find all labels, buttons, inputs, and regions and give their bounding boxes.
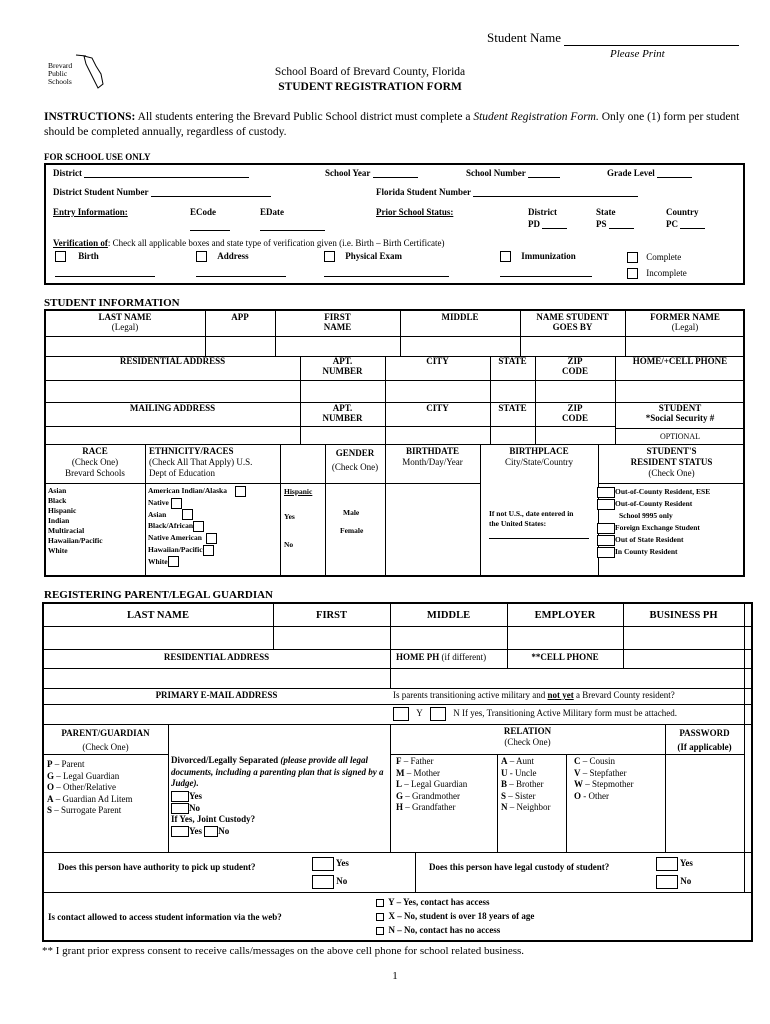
g-div-7 bbox=[390, 724, 391, 852]
birthplace-header: BIRTHPLACE City/State/Country bbox=[504, 446, 573, 467]
city-header: CITY bbox=[426, 356, 449, 366]
pc-field[interactable]: PC bbox=[666, 219, 705, 229]
pg-legal-guardian[interactable]: G – Legal Guardian bbox=[47, 770, 120, 781]
line-3 bbox=[45, 380, 744, 381]
race-white[interactable]: White bbox=[48, 546, 68, 555]
gender-female[interactable]: Female bbox=[340, 526, 364, 535]
incomplete-option[interactable]: Incomplete bbox=[627, 268, 687, 279]
pg-surrogate[interactable]: S – Surrogate Parent bbox=[47, 805, 122, 815]
eth-asian-checkbox[interactable] bbox=[182, 509, 193, 520]
eth-black-checkbox[interactable] bbox=[193, 521, 204, 532]
divorced-options: Yes No If Yes, Joint Custody? Yes No bbox=[171, 791, 256, 836]
verify-address[interactable]: Address bbox=[196, 251, 249, 262]
state-header-2: STATE bbox=[498, 403, 527, 413]
student-name-field[interactable] bbox=[564, 34, 739, 46]
div-12 bbox=[280, 444, 281, 576]
joint-no-checkbox[interactable] bbox=[204, 826, 218, 837]
residency-header: STUDENT'S RESIDENT STATUS (Check One) bbox=[630, 446, 713, 478]
rel-father[interactable]: F – Father bbox=[396, 756, 434, 766]
status-in-county-checkbox[interactable] bbox=[597, 547, 615, 558]
board-name: School Board of Brevard County, Florida bbox=[274, 66, 466, 78]
g-line-8 bbox=[43, 852, 751, 853]
g-line-2 bbox=[43, 649, 751, 650]
custody-question: Does this person have legal custody of student? bbox=[429, 862, 610, 872]
eth-hawaiian-checkbox[interactable] bbox=[203, 545, 214, 556]
ethnicity-header: ETHNICITY/RACES (Check All That Apply) U.S. Dept of Education bbox=[149, 446, 253, 478]
race-multiracial[interactable]: Multiracial bbox=[48, 526, 85, 535]
hispanic-label: Hispanic bbox=[284, 487, 313, 496]
g-div-9 bbox=[497, 754, 498, 852]
g-line-7b bbox=[390, 754, 744, 755]
pickup-question: Does this person have authority to pick up student? bbox=[58, 862, 256, 872]
joint-yes-checkbox[interactable] bbox=[171, 826, 189, 837]
g-military-answer: Y N If yes, Transitioning Active Military form must be attached. bbox=[393, 707, 677, 721]
ssn-header: STUDENT *Social Security # bbox=[645, 403, 715, 423]
not-us-label: If not U.S., date entered in the United States: bbox=[489, 509, 574, 528]
verify-birth[interactable]: Birth bbox=[55, 251, 99, 262]
web-x-option[interactable]: X – No, student is over 18 years of age bbox=[376, 909, 534, 923]
g-middle-header: MIDDLE bbox=[426, 610, 471, 621]
pg-ad-litem[interactable]: A – Guardian Ad Litem bbox=[47, 793, 133, 804]
rel-stepfather[interactable]: V – Stepfather bbox=[574, 767, 627, 778]
prior-school-status: Prior School Status: bbox=[376, 207, 454, 217]
race-hispanic[interactable]: Hispanic bbox=[48, 506, 77, 515]
district-student-number[interactable]: District Student Number bbox=[53, 187, 271, 197]
verify-immunization[interactable]: Immunization bbox=[500, 251, 576, 262]
rel-cousin[interactable]: C – Cousin bbox=[574, 756, 616, 766]
g-home-ph-header: HOME PH (if different) bbox=[396, 652, 487, 662]
line-5 bbox=[45, 426, 615, 427]
web-access-question: Is contact allowed to access student information via the web? bbox=[48, 912, 282, 922]
rel-grandmother[interactable]: G – Grandmother bbox=[396, 790, 460, 801]
resident-status-list: Out-of-County Resident, ESE Out-of-County Resident School 9995 only Foreign Exchange Student Out of State Resident In County Resident bbox=[597, 486, 710, 558]
g-div-8 bbox=[665, 724, 666, 852]
complete-checkbox[interactable] bbox=[627, 252, 638, 263]
address-line bbox=[196, 276, 286, 277]
instructions: INSTRUCTIONS: All students entering the Brevard Public School district must complete a Student Registration Form. Only one (1) form per student should be completed annually, regardless of custody. bbox=[44, 111, 740, 138]
rel-brother[interactable]: B – Brother bbox=[501, 779, 544, 789]
g-employer-header: EMPLOYER bbox=[534, 610, 596, 621]
divorced-section: Divorced/Legally Separated (please provide all legal documents, including a parenting plan that is signed by a Judge). bbox=[171, 755, 384, 788]
race-header: RACE (Check One) Brevard Schools bbox=[65, 446, 125, 478]
brevard-logo bbox=[46, 52, 106, 92]
status-foreign-checkbox[interactable] bbox=[597, 523, 615, 534]
g-military-question: Is parents transitioning active military and not yet a Brevard County resident? bbox=[393, 690, 675, 700]
race-asian[interactable]: Asian bbox=[48, 486, 67, 495]
rel-uncle[interactable]: U - Uncle bbox=[501, 767, 537, 778]
logo-text: Brevard Public Schools bbox=[48, 61, 73, 86]
gender-header: GENDER (Check One) bbox=[331, 448, 379, 472]
line-5b bbox=[615, 428, 744, 429]
last-name-header: LAST NAME (Legal) bbox=[98, 312, 152, 332]
ps-field[interactable]: PS bbox=[596, 219, 634, 229]
rel-stepmother[interactable]: W – Stepmother bbox=[574, 779, 634, 789]
status-ooc-ese-checkbox[interactable] bbox=[597, 487, 615, 498]
district-pd-label: District bbox=[528, 207, 557, 217]
race-hawaiian[interactable]: Hawaiian/Pacific bbox=[48, 536, 103, 545]
race-black[interactable]: Black bbox=[48, 496, 67, 505]
eth-native-checkbox[interactable] bbox=[171, 498, 182, 509]
g-residential-header: RESIDENTIAL ADDRESS bbox=[163, 652, 270, 662]
former-name-header: FORMER NAME (Legal) bbox=[650, 312, 720, 332]
div-8 bbox=[490, 356, 491, 444]
ecode-line[interactable] bbox=[190, 230, 230, 231]
apt-header: APT. NUMBER bbox=[322, 356, 363, 376]
physical-exam-checkbox[interactable] bbox=[324, 251, 335, 262]
military-no-checkbox[interactable] bbox=[430, 707, 446, 721]
immunization-checkbox[interactable] bbox=[500, 251, 511, 262]
optional-label: OPTIONAL bbox=[660, 432, 700, 441]
incomplete-checkbox[interactable] bbox=[627, 268, 638, 279]
line-1 bbox=[45, 336, 744, 337]
eth-american-indian-checkbox[interactable] bbox=[235, 486, 246, 497]
pg-header: PARENT/GUARDIAN (Check One) bbox=[61, 728, 150, 752]
rel-grandfather[interactable]: H – Grandfather bbox=[396, 802, 456, 812]
guardian-right-edge bbox=[751, 602, 753, 942]
edate: EDate bbox=[260, 207, 284, 217]
race-indian[interactable]: Indian bbox=[48, 516, 70, 525]
status-ooc-checkbox[interactable] bbox=[597, 499, 615, 510]
florida-student-number[interactable]: Florida Student Number bbox=[376, 187, 638, 197]
web-yes-option[interactable]: Y – Yes, contact has access bbox=[376, 895, 534, 909]
birth-checkbox[interactable] bbox=[55, 251, 66, 262]
relation-col-1 bbox=[396, 756, 467, 814]
divorced-no-checkbox[interactable] bbox=[171, 803, 189, 814]
eth-native-american-checkbox[interactable] bbox=[206, 533, 217, 544]
password-header: PASSWORD (If applicable) bbox=[677, 728, 732, 752]
page-number: 1 bbox=[392, 970, 398, 982]
div-11 bbox=[145, 444, 146, 576]
g-cell-phone-header: **CELL PHONE bbox=[531, 652, 599, 662]
rel-legal-guardian[interactable]: L – Legal Guardian bbox=[396, 779, 468, 789]
g-business-ph-header: BUSINESS PH bbox=[649, 610, 718, 621]
birth-line bbox=[55, 276, 155, 277]
pickup-options: Yes No bbox=[312, 854, 349, 890]
military-yes-checkbox[interactable] bbox=[393, 707, 409, 721]
physical-exam-line bbox=[324, 276, 449, 277]
g-div-6 bbox=[623, 649, 624, 669]
first-name-header: FIRST NAME bbox=[323, 312, 352, 332]
gender-male[interactable]: Male bbox=[343, 508, 360, 517]
entry-information: Entry Information: bbox=[53, 207, 128, 217]
app-header: APP bbox=[231, 312, 249, 322]
apt-header-2: APT. NUMBER bbox=[322, 403, 363, 423]
g-div-10 bbox=[566, 754, 567, 852]
divorced-yes-checkbox[interactable] bbox=[171, 791, 189, 802]
date-entered-line[interactable] bbox=[489, 538, 589, 539]
rel-neighbor[interactable]: N – Neighbor bbox=[501, 802, 551, 812]
student-name-label: Student Name bbox=[487, 30, 739, 46]
immunization-line bbox=[500, 276, 592, 277]
div-7 bbox=[385, 356, 386, 444]
g-email-header: PRIMARY E-MAIL ADDRESS bbox=[155, 690, 278, 700]
relation-header: RELATION (Check One) bbox=[503, 726, 552, 747]
relation-col-3 bbox=[574, 756, 634, 802]
school-use-box bbox=[44, 163, 745, 285]
state-header: STATE bbox=[498, 356, 527, 366]
zip-header-2: ZIP CODE bbox=[561, 403, 588, 423]
rel-aunt[interactable]: A – Aunt bbox=[501, 756, 535, 766]
pg-options bbox=[47, 759, 132, 817]
web-access-options bbox=[376, 895, 534, 937]
g-line-3 bbox=[43, 668, 751, 669]
relation-col-2 bbox=[501, 756, 551, 814]
g-line-9 bbox=[43, 892, 751, 893]
g-line-6 bbox=[43, 724, 751, 725]
student-info-title: STUDENT INFORMATION bbox=[44, 297, 180, 309]
country-pc-label: Country bbox=[666, 207, 699, 217]
g-line-1 bbox=[43, 626, 751, 627]
complete-option[interactable]: Complete bbox=[627, 252, 681, 263]
line-7b bbox=[598, 483, 744, 484]
custody-no-checkbox[interactable] bbox=[656, 875, 678, 889]
ecode: ECode bbox=[190, 207, 217, 217]
g-first-header: FIRST bbox=[316, 610, 347, 621]
pg-parent[interactable]: P – Parent bbox=[47, 759, 85, 769]
verify-physical-exam[interactable]: Physical Exam bbox=[324, 251, 402, 262]
edate-line[interactable] bbox=[260, 230, 325, 231]
web-no-option[interactable]: N – No, contact has no access bbox=[376, 923, 534, 937]
custody-options: Yes No bbox=[656, 854, 693, 890]
rel-mother[interactable]: M – Mother bbox=[396, 767, 440, 778]
state-ps-label: State bbox=[596, 207, 616, 217]
g-last-name-header: LAST NAME bbox=[127, 610, 189, 621]
birthdate-header: BIRTHDATE Month/Day/Year bbox=[402, 446, 463, 467]
pickup-yes-checkbox[interactable] bbox=[312, 857, 334, 871]
guardian-title: REGISTERING PARENT/LEGAL GUARDIAN bbox=[44, 589, 274, 601]
city-header-2: CITY bbox=[426, 403, 449, 413]
line-7 bbox=[45, 483, 481, 484]
g-div-12 bbox=[415, 852, 416, 892]
pickup-no-checkbox[interactable] bbox=[312, 875, 334, 889]
line-6 bbox=[45, 444, 744, 445]
middle-header: MIDDLE bbox=[441, 312, 479, 322]
residential-address-header: RESIDENTIAL ADDRESS bbox=[119, 356, 226, 366]
district-field[interactable]: District bbox=[53, 168, 249, 178]
joint-custody-label: If Yes, Joint Custody? bbox=[171, 814, 256, 824]
consent-text: ** I grant prior express consent to receive calls/messages on the above cell phone for school related business. bbox=[42, 945, 525, 957]
status-out-of-state-checkbox[interactable] bbox=[597, 535, 615, 546]
school-use-title: FOR SCHOOL USE ONLY bbox=[44, 152, 151, 162]
eth-white-checkbox[interactable] bbox=[168, 556, 179, 567]
zip-header: ZIP CODE bbox=[561, 356, 588, 376]
rel-other[interactable]: O - Other bbox=[574, 790, 610, 801]
verification-text: Verification of: Check all applicable boxes and state type of verification given (i.e. Birth – Birth Certificate) bbox=[53, 238, 445, 248]
form-title: STUDENT REGISTRATION FORM bbox=[278, 81, 462, 93]
g-line-5 bbox=[43, 704, 751, 705]
goes-by-header: NAME STUDENT GOES BY bbox=[536, 312, 609, 332]
school-year-field[interactable]: School Year bbox=[325, 168, 418, 178]
home-cell-header: HOME/+CELL PHONE bbox=[632, 356, 728, 366]
g-div-11 bbox=[168, 724, 169, 852]
rel-sister[interactable]: S – Sister bbox=[501, 790, 536, 801]
hispanic-no[interactable]: No bbox=[284, 540, 294, 549]
hispanic-yes[interactable]: Yes bbox=[284, 512, 295, 521]
custody-yes-checkbox[interactable] bbox=[656, 857, 678, 871]
pd-field[interactable]: PD bbox=[528, 219, 567, 229]
mailing-address-header: MAILING ADDRESS bbox=[129, 403, 216, 413]
ethnicity-list: American Indian/Alaska Native Asian Black/African Native American Hawaiian/Pacific White bbox=[148, 485, 246, 567]
address-checkbox[interactable] bbox=[196, 251, 207, 262]
please-print: Please Print bbox=[610, 48, 665, 60]
school-number-field[interactable]: School Number bbox=[466, 168, 560, 178]
g-div-5 bbox=[744, 603, 745, 893]
pg-other[interactable]: O – Other/Relative bbox=[47, 782, 116, 792]
g-line-7 bbox=[43, 754, 168, 755]
grade-level-field[interactable]: Grade Level bbox=[607, 168, 692, 178]
g-line-4 bbox=[43, 688, 751, 689]
race-list[interactable] bbox=[48, 486, 103, 556]
